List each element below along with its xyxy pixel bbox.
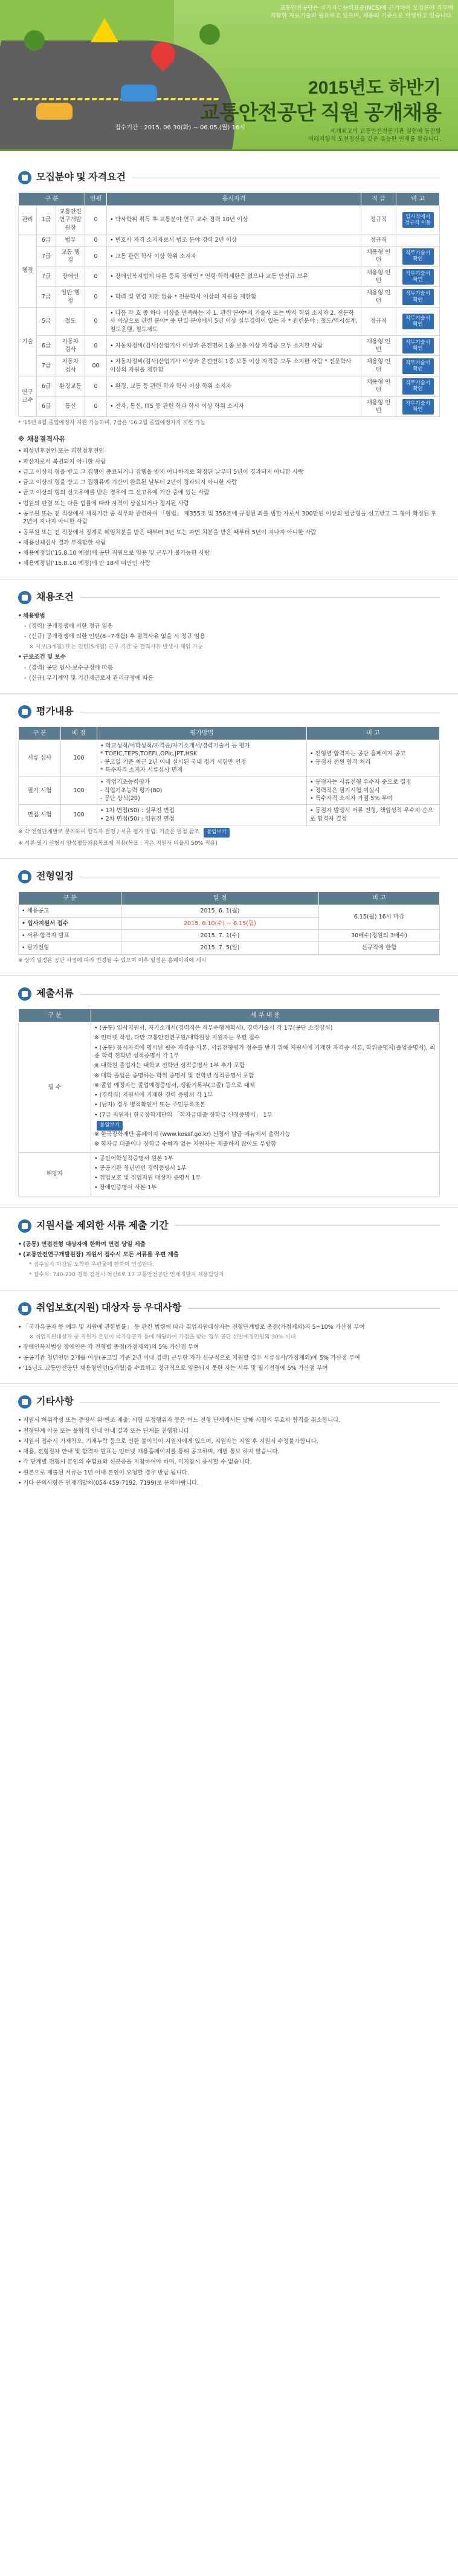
field-cell: 일반 행정 xyxy=(56,287,85,308)
list-item: • 공공기관 청년인턴 2개월 이상(공고일 기준 2년 이내 경력) 근무한 자가 신규직으로 지원할 경우 서류심사/가점제외)에 5% 가산점 부여 xyxy=(18,1354,440,1362)
note-cell xyxy=(396,234,440,246)
table-row xyxy=(19,942,440,954)
th-note: 비 고 xyxy=(396,193,440,206)
list-item: • 법원의 판결 또는 다른 법률에 따라 자격이 상실되거나 정지된 사람 xyxy=(18,500,440,508)
divider xyxy=(80,1402,440,1403)
category-cell: 면접 시험 xyxy=(19,805,61,825)
section-title: 채용조건 xyxy=(36,592,74,602)
grade-cell: 정규직 xyxy=(361,307,396,335)
list-item: • 금고 이상의 형을 받고 그 집행유예 기간이 완료된 날부터 2년이 경과되지 아니한 사람 xyxy=(18,479,440,486)
detail-line: ※ 인터넷 작성, 다만 교통안전연구원/대학원장 지원자는 우편 접수 xyxy=(94,1035,260,1042)
grade-cell: 채용형 인턴 xyxy=(361,396,396,417)
table-row xyxy=(19,287,440,308)
requirement-cell: • 다음 각 호 중 하나 이상을 만족하는 자 1. 관련 분야*의 기술사 또는 박사 학위 소지자 2. 전문학사 이상으로 관련 분야* 중 단일 분야에서 5년 이상 실무경력이 있는 자 * 관련분야 : 철도/역시설계, 철도운행, 철도제도 xyxy=(107,307,361,335)
detail-line: • 장애인증명서 사본 1부 xyxy=(94,1184,157,1192)
list-item: • 각 단계별 전형시 본인의 수험표와 신분증을 지참하여야 하며, 미지참시 응시할 수 없습니다. xyxy=(18,1458,440,1466)
requirement-cell: • 환경, 교통 등 관련 학과 학사 이상 학위 소지자 xyxy=(107,376,361,397)
table-row xyxy=(19,335,440,356)
note-cell xyxy=(396,247,440,267)
section-header xyxy=(18,867,440,886)
field-cell: 교통 행정 xyxy=(56,247,85,267)
table-row xyxy=(19,247,440,267)
field-cell: 철도 xyxy=(56,307,85,335)
table-row xyxy=(19,234,440,246)
th-note: 비 고 xyxy=(307,727,440,740)
grade-cell: 채용형 인턴 xyxy=(361,266,396,287)
note-cell: 신규직에 한함 xyxy=(319,942,440,954)
recruitment-table xyxy=(18,192,440,417)
car-icon xyxy=(36,103,73,120)
level-cell: 7급 xyxy=(37,287,56,308)
count-cell: 00 xyxy=(85,356,107,376)
date-cell: 2015. 6. 1(월) xyxy=(121,905,319,917)
note-cell xyxy=(396,376,440,397)
grade-cell: 채용형 인턴 xyxy=(361,287,396,308)
step-cell: • 채용공고 xyxy=(19,905,121,917)
list-item: - (신규) 무기계약 및 기간제근로자 관리규정에 따름 xyxy=(18,674,440,682)
note-line: • 동점자 전원 합격 처리 xyxy=(310,758,371,766)
detail-line: • (공통) 입사지원서, 자기소개서(경력직은 직무수행계획서), 경력기술서 각 1부(공단 소정양식) xyxy=(94,1025,333,1032)
section-header xyxy=(18,1392,440,1412)
job-description-button[interactable]: 직무기술서 확인 xyxy=(402,399,434,415)
section-other xyxy=(0,1392,458,1514)
section-icon xyxy=(18,1395,31,1409)
level-cell: 5급 xyxy=(37,307,56,335)
date-cell: 2015. 7. 5(일) xyxy=(121,942,319,954)
step-cell: • 입사지원서 접수 xyxy=(19,917,121,929)
note-line: • 동점자는 서류전형 우수자 순으로 결정 xyxy=(310,779,411,786)
note-cell: 6.15(월) 16시 마감 xyxy=(319,905,440,930)
group-cell: 기술 xyxy=(19,307,37,376)
detail-line: ※ 한국장학재단 홈페이지 (www.kosaf.go.kr) 신청서 발급 메뉴에서 출력가능 xyxy=(94,1131,291,1138)
table-row xyxy=(19,266,440,287)
job-description-button[interactable]: 직무기술서 확인 xyxy=(402,289,434,305)
section-icon xyxy=(18,987,31,1001)
footnote: ※ 서류·필기 전형시 양성평등채용목표제 적용(목표 : 적은 지원자 비율의 50% 적용) xyxy=(18,840,218,847)
banner-year: 2015년도 하반기 xyxy=(308,78,441,98)
divider xyxy=(0,1383,458,1384)
note-cell xyxy=(307,776,440,805)
job-description-button[interactable]: 직무기술서 확인 xyxy=(402,378,434,394)
score-cell: 100 xyxy=(61,805,97,825)
th-category: 구 분 xyxy=(19,1009,91,1022)
list-item: • 채용방법 xyxy=(18,612,440,620)
count-cell: 0 xyxy=(85,287,107,308)
page-title: 교통안전공단 직원 공개채용 xyxy=(199,102,441,124)
documents-table xyxy=(18,1009,440,1196)
tree-icon xyxy=(24,30,45,51)
grade-cell: 채용형 인턴 xyxy=(361,335,396,356)
section-header xyxy=(18,588,440,607)
note-cell: 30배수(정원의 3배수) xyxy=(319,929,440,941)
section-schedule xyxy=(0,867,458,964)
section-header xyxy=(18,702,440,721)
divider xyxy=(0,858,458,859)
th-score: 배 점 xyxy=(61,727,97,740)
footnote: * '15년 8월 졸업예정자 지원 가능하며, 7급은 '16.2월 졸업예정자지 지원 가능 xyxy=(18,420,205,427)
grade-cell: 채용형 인턴 xyxy=(361,356,396,376)
preferences-list xyxy=(18,1323,440,1373)
table-row xyxy=(19,396,440,417)
count-cell: 0 xyxy=(85,335,107,356)
level-cell: 6급 xyxy=(37,234,56,246)
table-row xyxy=(19,206,440,234)
list-item: • 「국가유공자 등 예우 및 지원에 관한법률」 등 관련 법령에 따라 취업지원대상자는 전형단계별로 총점(가점제외)의 5~10% 가산점 부여 xyxy=(18,1323,440,1331)
field-cell: 통신 xyxy=(56,396,85,417)
note-cell xyxy=(396,335,440,356)
detail-line: ※ 학자금 대출이나 장학금 수혜가 없는 지원자는 제출하지 않아도 무방함 xyxy=(94,1141,277,1148)
details-cell xyxy=(91,1022,440,1152)
count-cell: 0 xyxy=(85,266,107,287)
grade-cell: 정규직 xyxy=(361,206,396,234)
section-evaluation xyxy=(0,702,458,847)
field-cell: 환경교통 xyxy=(56,376,85,397)
table-row xyxy=(19,307,440,335)
submission-list xyxy=(18,1241,440,1279)
section-documents xyxy=(0,984,458,1196)
requirement-cell: • 장애인복지법에 따른 등록 장애인 * 연령·학력제한은 없으나 교통 안전규 보유 xyxy=(107,266,361,287)
list-item: - (경력) 공개경쟁에 의한 정규 임용 xyxy=(18,622,440,630)
grade-cell: 채용형 인턴 xyxy=(361,376,396,397)
application-period: 접수기간 : 2015. 06.30(화) ~ 06.05.(월) 16시 xyxy=(115,124,245,131)
level-cell: 7급 xyxy=(37,266,56,287)
divider xyxy=(0,1207,458,1208)
warning-sign-icon xyxy=(91,18,118,42)
table-row xyxy=(19,776,440,805)
note-cell xyxy=(396,206,440,234)
note-cell xyxy=(396,287,440,308)
note-line: • 경력직은 필기시험 미실시 xyxy=(310,787,380,794)
section-icon xyxy=(18,171,31,184)
note-cell xyxy=(396,266,440,287)
note-line: • 전형별 합격자는 공단 홈페이지 공고 xyxy=(310,751,406,758)
conditions-list xyxy=(18,612,440,682)
section-title: 제출서류 xyxy=(36,988,74,999)
footnote: ※ 각 전형단계별로 분리하여 합격자 결정 / 서류 평가 방법: 기준은 별첨 참조 붙임보기 xyxy=(18,828,440,838)
th-grade: 직 급 xyxy=(361,193,396,206)
list-item: - (경력) 공단 인사·보수규정에 따름 xyxy=(18,664,440,672)
method-line: * TOEIC,TEPS,TOEFL,OPIc,JPT,HSK xyxy=(100,751,198,758)
method-cell xyxy=(97,776,307,805)
list-item: - (신규) 공개경쟁에 의한 인턴(6~7개월) 후 결격사유 없을 시 정규 임용 xyxy=(18,633,440,641)
count-cell: 0 xyxy=(85,206,107,234)
field-cell: 법무 xyxy=(56,234,85,246)
group-cell: 행정 xyxy=(19,234,37,307)
level-cell: 1급 xyxy=(37,206,56,234)
method-line: * 특수자격 소지자 서류심사 면제 xyxy=(100,767,183,774)
list-item: • 채용신체검사 결과 부적합한 사람 xyxy=(18,539,440,547)
detail-line: • (남자) 경우 병적확인서 또는 주민등록초본 xyxy=(94,1102,206,1109)
header-banner xyxy=(0,0,458,151)
note-line: • 특수자격 소지자 가점 5% 부여 xyxy=(310,795,393,802)
method-line: • 학교성적/어학성적/자격증/자기소개서/경력기술서 등 평가 xyxy=(100,743,250,750)
grade-cell: 정규직 xyxy=(361,234,396,246)
note-cell xyxy=(396,396,440,417)
requirement-cell: • 전자, 통신, ITS 등 관련 학과 학사 이상 학위 소지자 xyxy=(107,396,361,417)
section-recruitment xyxy=(0,168,458,568)
section-header xyxy=(18,168,440,187)
section-icon xyxy=(18,591,31,604)
table-row xyxy=(19,376,440,397)
note-cell xyxy=(307,805,440,825)
list-item: * 접수일자 마감일 도착한 우편물에 한하여 인정한다. xyxy=(29,1262,155,1268)
method-line: • 2차 면접(50) : 임원진 면접 xyxy=(100,815,175,822)
th-count: 인원 xyxy=(85,193,107,206)
list-item: • 장애인복지법상 장애인은 각 전형별 총점(가점제외)의 5% 가산점 부여 xyxy=(18,1343,440,1351)
divider xyxy=(187,1308,440,1309)
section-icon xyxy=(18,1219,31,1233)
list-item: • 채용, 전형절차 안내 및 합격자 발표는 인터넷 채용홈페이지를 통해 공고하며, 개별 통보 하지 않습니다. xyxy=(18,1448,440,1456)
requirement-cell: • 학력 및 연령 제한 없음 * 전문학사 이상의 지원을 제한함 xyxy=(107,287,361,308)
section-icon xyxy=(18,1302,31,1315)
requirement-cell: • 변호사 자격 소지자로서 법조 분야 경력 2년 이상 xyxy=(107,234,361,246)
count-cell: 0 xyxy=(85,307,107,335)
details-cell xyxy=(91,1152,440,1196)
method-cell xyxy=(97,805,307,825)
job-description-button[interactable]: 직무기술서 확인 xyxy=(402,358,434,374)
category-cell: 해당자 xyxy=(19,1152,91,1196)
score-cell: 100 xyxy=(61,776,97,805)
th-method: 평가방법 xyxy=(97,727,307,740)
level-cell: 6급 xyxy=(37,376,56,397)
method-cell xyxy=(97,740,307,776)
section-title: 지원서를 제외한 서류 제출 기간 xyxy=(36,1220,169,1231)
step-cell: • 필기전형 xyxy=(19,942,121,954)
divider xyxy=(80,994,440,995)
detail-line: • 공공기관 청년인턴 경력증명서 1부 xyxy=(94,1164,187,1172)
job-description-button[interactable]: 임시직에서 정규직 이동 xyxy=(402,212,434,228)
evaluation-table xyxy=(18,726,440,825)
group-cell: 연구 교수 xyxy=(19,376,37,417)
footnote: ※ 상기 일정은 공단 사정에 따라 변경될 수 있으며 이후 일정은 홈페이지에 게시 xyxy=(18,957,207,964)
group-cell: 관리 xyxy=(19,206,37,234)
table-row xyxy=(19,356,440,376)
section-header xyxy=(18,1216,440,1236)
count-cell: 0 xyxy=(85,376,107,397)
method-line: - 직업기초능력 평가(80) xyxy=(100,787,163,794)
list-item: • '15년도 교통안전공단 채용형인턴(5개월)을 수료하고 정규직으로 임용되지 못한 자는 서류 및 필기전형에 5% 가산점 부여 xyxy=(18,1364,440,1372)
list-item: • 지원서 접수시 기재착오, 기재누락 등으로 인한 불이익이 지원자에게 있으며, 지원자는 지원 후 지원서 수정불가합니다. xyxy=(18,1438,440,1445)
table-row xyxy=(19,929,440,941)
level-cell: 7급 xyxy=(37,247,56,267)
list-item: • 기타 문의사항은 인재개발처(054-459-7192, 7199)로 문의바랍니다. xyxy=(18,1479,440,1487)
view-attachment-button[interactable]: 붙임보기 xyxy=(97,1121,123,1131)
section-header xyxy=(18,984,440,1004)
list-item: • 원본으로 제출된 서류는 1년 이내 본인이 요청할 경우 반납 됩니다. xyxy=(18,1469,440,1477)
section-title: 취업보호(지원) 대상자 등 우대사항 xyxy=(36,1303,182,1314)
divider xyxy=(0,1290,458,1291)
detail-line: ※ 대학 졸업을 증명하는 학위 증명서 및 전학년 성적증명서 포함 xyxy=(94,1072,254,1079)
section-title: 모집분야 및 자격요건 xyxy=(36,172,126,182)
list-item: • 전형단계 이동 또는 불합격 안내 안내 결과 또는 단계를 진행합니다. xyxy=(18,1427,440,1435)
section-icon xyxy=(18,705,31,718)
list-item: • 금고 이상의 형을 받고 그 집행이 종료되거나 집행을 받지 아니하기로 확정된 날부터 5년이 경과되지 아니한 사람 xyxy=(18,468,440,476)
requirement-cell: • 박사학위 취득 후 교통분야 연구 교수 경력 10년 이상 xyxy=(107,206,361,234)
method-line: • 직업기초능력평가 xyxy=(100,779,150,786)
section-header xyxy=(18,1299,440,1319)
divider xyxy=(0,975,458,976)
view-attachment-button[interactable]: 붙임보기 xyxy=(204,828,230,838)
field-cell: 장애인 xyxy=(56,266,85,287)
detail-line: • (7급 지원자) 한국장학재단의 「학자금대출 장학금 신청증명서」 1부 xyxy=(94,1111,273,1119)
th-category: 구 분 xyxy=(19,892,121,905)
list-item: • 지원서 허위작성 또는 증명서 위·변조 제출, 시험 부정행위자 등은 어느 전형 단계에서든 당해 시험의 무효와 합격을 취소합니다. xyxy=(18,1416,440,1424)
detail-line: ※ 졸업 예정자는 졸업예정증명서, 생활기록부(고졸) 등으로 대체 xyxy=(94,1082,255,1089)
job-description-button[interactable]: 직무기술서 확인 xyxy=(402,248,434,264)
category-cell: 필기 시험 xyxy=(19,776,61,805)
list-item: • 채용예정일('15.8.10 예정)에 공단 직원으로 임용 및 근무가 불가능한 사람 xyxy=(18,549,440,557)
requirement-cell: • 자동차정비(검사)산업기사 이상과 운전면허 1종 보통 이상 자격증 모두 소지한 사람 * 전문학사 이상의 지원을 제한함 xyxy=(107,356,361,376)
th-details: 세 부 내 용 xyxy=(91,1009,440,1022)
field-cell: 자동차 검사 xyxy=(56,356,85,376)
section-title: 전형일정 xyxy=(36,871,74,882)
category-cell: 서류 심사 xyxy=(19,740,61,776)
requirement-cell: • 자동차정비(검사)산업기사 이상과 운전면허 1종 보통 이상 자격증 모두 소지한 사람 xyxy=(107,335,361,356)
note-cell xyxy=(307,740,440,776)
field-cell: 교통안전 연구개발 원장 xyxy=(56,206,85,234)
detail-line: • 공인어학성적증명서 원본 1부 xyxy=(94,1155,173,1162)
note-line: • 동점자 발생시 서류 전형, 책임성적 우수자 순으로 합격자 결정 xyxy=(310,807,434,822)
car-icon xyxy=(121,85,157,102)
detail-line: • (공통) 응시자격에 명시된 필수 자격증 사본, 서류전형평가 점수를 받기 위해 지원서에 기재한 자격증 사본, 학위증명서(졸업증명서), 최종 학력 전학년 성적증명서 각 1부 xyxy=(94,1044,436,1059)
note-cell xyxy=(396,307,440,335)
count-cell: 0 xyxy=(85,396,107,417)
note-cell xyxy=(396,356,440,376)
table-row xyxy=(19,1152,440,1196)
th-category: 구 분 xyxy=(19,727,61,740)
list-item: • 피성년후견인 또는 피한정후견인 xyxy=(18,447,440,455)
th-note: 비 고 xyxy=(319,892,440,905)
list-item: • 공무원 또는 전 직장에서 징계로 해임처분을 받은 때부터 3년 또는 파면 처분을 받은 때부터 5년이 지나지 아니한 사람 xyxy=(18,529,440,537)
list-item: • 채용예정일('15.8.10 예정)에 만 18세 미만인 사람 xyxy=(18,560,440,567)
divider xyxy=(0,693,458,694)
count-cell: 0 xyxy=(85,247,107,267)
list-item: • (교통안전연구개발원장) 지원서 접수시 모든 서류를 우편 제출 xyxy=(18,1251,440,1259)
th-date: 일 정 xyxy=(121,892,319,905)
list-item: ※ 시보(3개월) 또는 인턴(5개월) 근무 기간 중 결격사유 발생시 해임 가능 xyxy=(29,644,203,650)
level-cell: 6급 xyxy=(37,335,56,356)
section-title: 평가내용 xyxy=(36,706,74,717)
list-item: * 접수처: 740-220 경북 김천시 혁신8로 17 교통안전공단 인재개발처 채용담당자 xyxy=(29,1271,224,1278)
table-row xyxy=(19,805,440,825)
method-line: • 1차 면접(50) : 실무진 면접 xyxy=(100,807,175,815)
schedule-table xyxy=(18,891,440,954)
section-submission-period xyxy=(0,1216,458,1279)
category-cell: 필 수 xyxy=(19,1022,91,1152)
list-item: ※ 취업지원대상자 중 지원자 본인이 국가유공자 등에 해당하여 가점을 받는 경우 공단 선발예정인원의 30% 이내 xyxy=(29,1334,296,1340)
method-line: - 공단 상식(20) xyxy=(100,795,140,802)
list-item: • (공통) 면접전형 대상자에 한하여 면접 당일 제출 xyxy=(18,1241,440,1248)
other-list xyxy=(18,1416,440,1487)
banner-notice: 교통안전공단은 국가자무능력표준(NCS)에 근거하여 모집분야 직무에 적합한 자료기술과 필요하고 있으며, 채용의 기준으로 반영하고 있습니다. xyxy=(270,5,453,19)
job-description-button[interactable]: 직무기술서 확인 xyxy=(402,269,434,285)
th-requirements: 응시자격 xyxy=(107,193,361,206)
tree-icon xyxy=(199,24,220,45)
score-cell: 100 xyxy=(61,740,97,776)
grade-cell: 채용형 인턴 xyxy=(361,247,396,267)
detail-line: • 취업보호 및 취업지원 대상자 증명서 1부 xyxy=(94,1175,201,1182)
section-icon xyxy=(18,870,31,883)
job-description-button[interactable]: 직무기술서 확인 xyxy=(402,338,434,353)
level-cell: 6급 xyxy=(37,396,56,417)
banner-subtitle: 세계최고의 교통안전전문기관 실현에 동참할 미래지향적 도전정신을 갖춘 유능한 인재를 찾습니다. xyxy=(308,128,441,143)
step-cell: • 서류 합격자 발표 xyxy=(19,929,121,941)
method-line: - 공고일 기준 최근 2년 이내 실시된 국내 정기 시험만 인정 xyxy=(100,758,247,766)
section-conditions xyxy=(0,588,458,682)
list-item: • 금고 이상의 형의 선고유예를 받은 경우에 그 선고유예 기간 중에 있는 사람 xyxy=(18,489,440,497)
field-cell: 자동차 검사 xyxy=(56,335,85,356)
list-item: • 근로조건 및 보수 xyxy=(18,653,440,661)
table-row xyxy=(19,740,440,776)
requirement-cell: • 교통 관련 학사 이상 학위 소지자 xyxy=(107,247,361,267)
list-item: • 공무원 또는 전 직장에서 재직기간 중 직무와 관련하여 「형법」 제355조 및 356조에 규정된 죄를 범한 자로서 300만원 이상의 벌금형을 선고받고 그 형이 확정된 후 2년이 지나지 아니한 사람 xyxy=(18,510,440,526)
table-row xyxy=(19,1022,440,1152)
disqualification-title: ※ 채용결격사유 xyxy=(18,434,66,443)
job-description-button[interactable]: 직무기술서 확인 xyxy=(402,314,434,329)
detail-line: • (경력직) 지원서에 기재한 경력 증명서 각 1부 xyxy=(94,1092,213,1099)
divider xyxy=(175,1225,440,1226)
count-cell: 0 xyxy=(85,234,107,246)
th-category: 구 분 xyxy=(19,193,85,206)
divider xyxy=(80,597,440,598)
list-item: • 파산자로서 복권되지 아니한 사람 xyxy=(18,458,440,466)
disqualification-list xyxy=(18,447,440,568)
table-row xyxy=(19,905,440,917)
level-cell: 7급 xyxy=(37,356,56,376)
date-cell: 2015. 7. 1(수) xyxy=(121,929,319,941)
detail-line: ※ 대학원 졸업자는 대학교 전학년 성적증명서 1부 추가 포함 xyxy=(94,1062,245,1070)
date-cell: 2015. 6.10(수) ~ 6.15(월) xyxy=(121,917,319,929)
section-title: 기타사항 xyxy=(36,1396,74,1407)
section-preferences xyxy=(0,1299,458,1373)
